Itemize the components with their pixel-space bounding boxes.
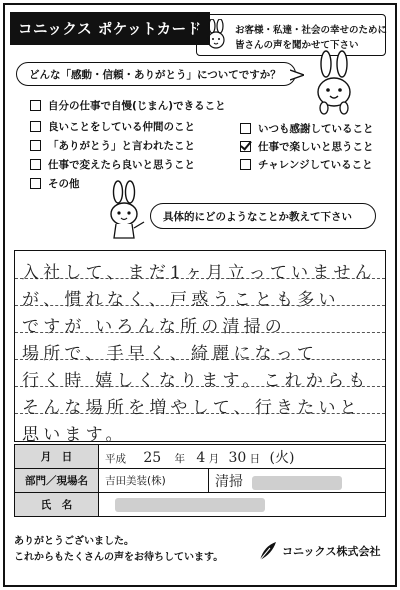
checkbox[interactable]: [30, 121, 41, 132]
checkbox[interactable]: [30, 100, 41, 111]
year-value: 25: [143, 449, 162, 466]
option-label: 良いことをしている仲間のこと: [48, 121, 195, 133]
handwritten-line: 行く時 嬉しくなります。これからも: [22, 371, 370, 391]
handwritten-line: そんな場所を増やして、行きたいと: [22, 398, 361, 418]
dept-label: 部門／現場名: [15, 469, 99, 493]
handwritten-line: 入社して、まだ1ヶ月立っていません: [22, 263, 376, 283]
header-line-2: 皆さんの声を聞かせて下さい: [235, 40, 359, 51]
checkbox[interactable]: [240, 159, 251, 170]
handwritten-line: 思います。: [22, 425, 127, 445]
handwritten-line: が、慣れなく、戸惑うことも多い: [22, 290, 340, 310]
option-other[interactable]: [30, 176, 80, 191]
redacted-name: [115, 498, 265, 512]
option-label: いつも感謝していること: [258, 123, 374, 135]
era: 平成: [105, 452, 126, 465]
card-title: コニックス ポケットカード: [10, 12, 210, 45]
option-label: 「ありがとう」と言われたこと: [48, 140, 195, 152]
option-kaizen[interactable]: [30, 157, 195, 172]
checkbox-checked[interactable]: [240, 141, 251, 152]
month-value: 4: [196, 449, 206, 466]
option-label: 仕事で変えたら良いと思うこと: [48, 159, 195, 171]
option-challenge[interactable]: [240, 157, 373, 172]
header-line-1: お客様・私達・社会の幸せのために: [235, 25, 388, 36]
date-field[interactable]: [99, 445, 386, 469]
redacted-block: [252, 476, 342, 490]
option-label: 自分の仕事で自慢(じまん)できること: [48, 100, 226, 112]
option-arigatou[interactable]: [30, 138, 195, 153]
dept-value[interactable]: 吉田美装(株): [99, 469, 209, 493]
company-leaf-icon: [258, 540, 278, 562]
checkbox[interactable]: [30, 159, 41, 170]
name-field[interactable]: [99, 493, 386, 517]
option-label: チャレンジしていること: [258, 159, 373, 171]
option-kansha[interactable]: [240, 121, 374, 136]
company-logo: [258, 540, 380, 562]
thanks-line-1: ありがとうございました。: [14, 536, 134, 547]
day-value: 30: [228, 449, 247, 466]
option-label: その他: [48, 178, 80, 190]
thanks-line-2: これからもたくさんの声をお待ちしています。: [14, 552, 224, 563]
weekday-value: (火): [269, 449, 295, 466]
info-table: [14, 444, 386, 517]
option-nakama[interactable]: [30, 119, 195, 134]
date-label: 月 日: [15, 445, 99, 469]
bunny-illustration-icon: [308, 50, 360, 118]
month-unit: 月: [208, 452, 220, 465]
site-value: 清掃: [215, 473, 243, 490]
option-label: 仕事で楽しいと思うこと: [258, 141, 374, 153]
company-name: コニックス株式会社: [282, 545, 381, 558]
year-unit: 年: [174, 452, 186, 465]
day-unit: 日: [249, 452, 261, 465]
site-field[interactable]: [209, 469, 386, 493]
detail-prompt-bubble: 具体的にどのようなことか教えて下さい: [150, 203, 376, 229]
bubble-tail-icon: [290, 68, 304, 82]
bunny-icon: [201, 19, 231, 51]
option-tanoshii[interactable]: [240, 139, 374, 154]
checkbox[interactable]: [30, 140, 41, 151]
checkbox[interactable]: [240, 123, 251, 134]
option-jiman[interactable]: [30, 98, 226, 113]
question-bubble: どんな「感動・信頼・ありがとう」についてですか？: [16, 62, 296, 86]
bunny-illustration-icon: [102, 180, 148, 242]
handwritten-line: ですが いろんな所の清掃の: [22, 317, 287, 337]
name-label: 氏 名: [15, 493, 99, 517]
checkbox[interactable]: [30, 178, 41, 189]
handwritten-line: 場所で、手早く、綺麗になって: [22, 344, 319, 364]
